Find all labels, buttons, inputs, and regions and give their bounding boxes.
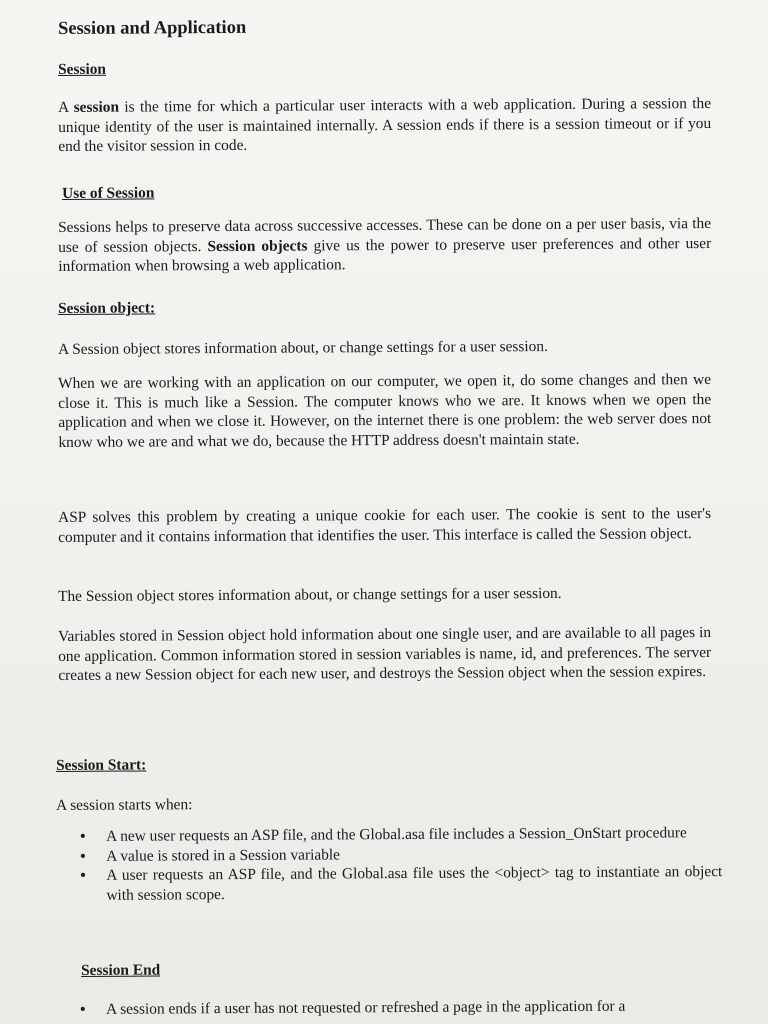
list-item (80, 862, 722, 905)
session-end-heading: Session End (81, 961, 161, 979)
bullet: • (80, 827, 86, 845)
page-title: Session and Application (57, 17, 247, 39)
session-heading: Session (58, 60, 107, 78)
session-start-list (80, 823, 722, 905)
list-item-text: A new user requests an ASP file, and the Global.asa file includes a Session_OnStart procedure (106, 824, 687, 845)
bullet: • (80, 866, 86, 884)
use-paragraph-post: give us the power to preserve user preferences and other user information when browsing a web application. (58, 234, 712, 275)
list-item (80, 996, 722, 1019)
session-end-list (80, 996, 722, 1019)
session-start-heading: Session Start: (56, 756, 147, 774)
bullet: • (80, 847, 86, 865)
use-paragraph-bold: Session objects (207, 236, 308, 255)
bullet: • (80, 1000, 86, 1018)
session-object-heading: Session object: (58, 299, 156, 317)
session-object-paragraph-2: When we are working with an application on our computer, we open it, do some changes and then we close it. This is much like a Session. The computer knows who we are. It knows when we open the application and when we close it. However, on the internet there is one problem: the web server does not know who we are and what we do, because the HTTP address doesn't maintain state. (58, 371, 712, 451)
session-paragraph-bold: session (73, 98, 120, 116)
asp-paragraph: ASP solves this problem by creating a unique cookie for each user. The cookie is sent to the user's computer and it contains information that identifies the user. This interface is called the Session object. (58, 505, 712, 546)
variables-paragraph: Variables stored in Session object hold information about one single user, and are available to all pages in one application. Common information stored in session variables is name, id, and preferences. The server creates a new Session object for each new user, and destroys the Session object when the session expires. (58, 624, 712, 684)
session-paragraph-pre: A (58, 98, 74, 116)
list-item-text: A session ends if a user has not requested or refreshed a page in the application for a (106, 997, 626, 1018)
use-of-session-paragraph (58, 214, 711, 276)
list-item-text: A value is stored in a Session variable (106, 845, 341, 865)
session-object-paragraph-3: The Session object stores information about, or change settings for a user session. (58, 584, 562, 605)
use-of-session-heading: Use of Session (62, 184, 155, 202)
session-object-paragraph-1: A Session object stores information about, or change settings for a user session. (58, 338, 548, 358)
list-item-text: A user requests an ASP file, and the Global.asa file uses the <object> tag to instantiate an object with session scope. (106, 863, 723, 904)
use-paragraph-pre: Sessions helps to preserve data across successive accesses. These can be done on a per user basis, via the use of session objects. (58, 215, 712, 256)
session-paragraph-post: is the time for which a particular user interacts with a web application. During a session the unique identity of the user is maintained internally. A session ends if there is a session timeout or if you end the visitor session in code. (58, 95, 712, 155)
session-paragraph (58, 94, 711, 156)
session-start-intro: A session starts when: (56, 796, 193, 814)
